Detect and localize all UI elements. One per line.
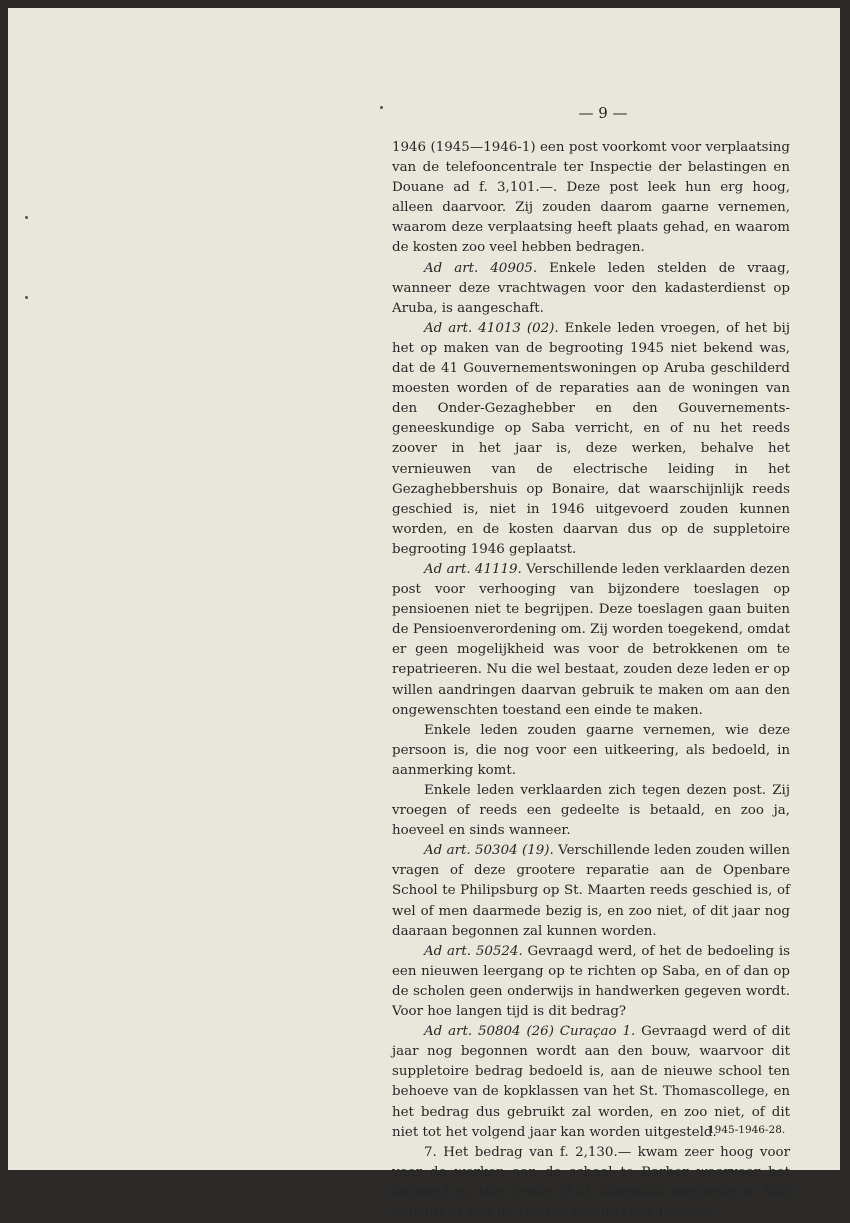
speck-mark	[380, 106, 383, 109]
paragraph-text: Enkele leden vroegen, of het bij het op maken van de begrooting 1945 niet bekend was, dat de 41 Gouvernementswoningen op Aruba geschilderd moesten worden of de reparaties aan de woningen van den Onder-Gezaghebber en den Gouvernements-geneeskundige op Saba verricht, en of nu het reeds zoover in het jaar is, deze werken, behalve het vernieuwen van de electrische leiding in het Gezaghebbershuis op Bonaire, dat waarschijnlijk reeds geschied is, niet in 1946 uitgevoerd zouden kunnen worden, en de kosten daarvan dus op de suppletoire begrooting 1946 geplaatst.	[392, 320, 790, 557]
paragraph-text: Verschillende leden verklaarden dezen post voor verhooging van bijzondere toeslagen op pensioenen niet te begrijpen. Deze toeslagen gaan buiten de Pensioenverordening om. Zij worden toegekend, omdat er geen mogelijkheid was voor de betrokkenen om te repatrieeren. Nu die wel bestaat, zouden deze leden er op willen aandringen daarvan gebruik te maken om aan den ongewenschten toestand een einde te maken.	[392, 561, 790, 718]
footer-code: 1945-1946-28.	[708, 1124, 786, 1136]
paragraph	[392, 259, 790, 319]
article-ref: Ad art. 50524.	[424, 943, 523, 959]
article-ref: Ad art. 50804 (26) Curaçao 1.	[424, 1024, 636, 1040]
article-ref: Ad art. 50304 (19).	[424, 843, 554, 859]
paragraph-text: 1946 (1945—1946-1) een post voorkomt voor verplaatsing van de telefooncentrale ter Inspectie der belastingen en Douane ad f. 3,101.—. Deze post leek hun erg hoog, alleen daarvoor. Zij zouden daarom gaarne vernemen, waarom deze verplaatsing heeft plaats gehad, en waarom de kosten zoo veel hebben bedragen.	[392, 140, 790, 256]
paragraph	[392, 781, 790, 841]
paragraph	[392, 138, 790, 259]
speck-mark	[25, 216, 28, 219]
document-page	[8, 8, 840, 1220]
article-ref: Ad art. 41119.	[424, 561, 522, 577]
page-number: — 9 —	[578, 104, 628, 122]
article-ref: Ad art. 40905.	[424, 260, 538, 276]
paragraph	[392, 560, 790, 721]
article-ref: Ad art. 41013 (02).	[424, 320, 559, 336]
paragraph-text: Verschillende leden zouden willen vragen of deze grootere reparatie aan de Openbare School te Philipsburg op St. Maarten reeds geschied is, of wel of men daarmede bezig is, en zoo niet, of dit jaar nog daaraan begonnen zal kunnen worden.	[392, 843, 790, 939]
paragraph-text: 7. Het bedrag van f. 2,130.— kwam zeer hoog voor voor de werken aan de school te Barber waarvoor het bestemd is. Men vroeg of al daarmede begonnen is. Wat gebeurt er aan de vloeren van de twee lokalen?	[392, 1144, 790, 1220]
paragraph	[392, 319, 790, 560]
body-text	[392, 138, 790, 1223]
speck-mark	[25, 296, 28, 299]
paragraph-text: Gevraagd werd, of het de bedoeling is een nieuwen leergang op te richten op Saba, en of dan op de scholen geen onderwijs in handwerken gegeven wordt. Voor hoe langen tijd is dit bedrag?	[392, 943, 790, 1020]
paragraph-text: Enkele leden zouden gaarne vernemen, wie deze persoon is, die nog voor een uitkeering, als bedoeld, in aanmerking komt.	[392, 722, 790, 778]
paragraph	[392, 942, 790, 1022]
paragraph	[392, 721, 790, 781]
paragraph-text: Gevraagd werd of dit jaar nog begonnen wordt aan den bouw, waarvoor dit suppletoire bedrag bedoeld is, aan de nieuwe school ten behoeve van de kopklassen van het St. Thomascollege, en het bedrag dus gebruikt zal worden, en zoo niet, of dit niet tot het volgend jaar kan worden uitgesteld.	[392, 1024, 790, 1140]
paragraph-text: Enkele leden stelden de vraag, wanneer deze vrachtwagen voor den kadasterdienst op Aruba, is aangeschaft.	[392, 260, 790, 316]
paragraph-text: Enkele leden verklaarden zich tegen dezen post. Zij vroegen of reeds een gedeelte is betaald, en zoo ja, hoeveel en sinds wanneer.	[392, 783, 790, 839]
paragraph	[392, 841, 790, 941]
